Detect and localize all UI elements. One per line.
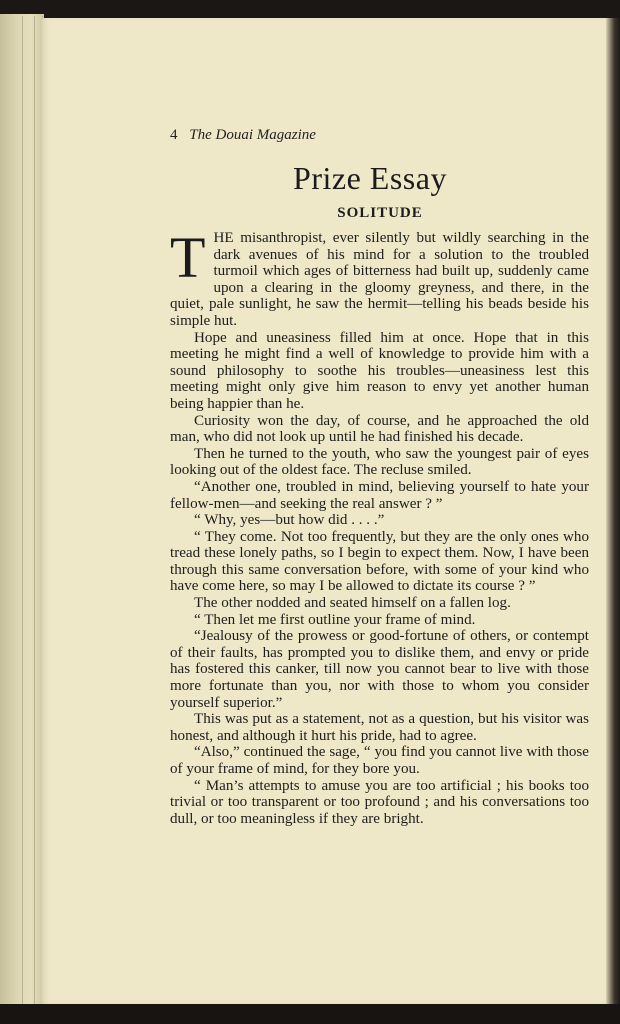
- right-binding-edge: [606, 18, 620, 1004]
- paragraph: This was put as a statement, not as a question, but his visitor was honest, and although it hurt his pride, had to agree.: [170, 711, 589, 744]
- paragraph: Curiosity won the day, of course, and he approached the old man, who did not look up until he had finished his decade.: [170, 412, 589, 446]
- essay-subtitle: SOLITUDE: [337, 205, 423, 221]
- paragraph: THE misanthropist, ever silently but wildly searching in the dark avenues of his mind for a solution to the troubled turmoil which ages of bitterness had built up, suddenly came upon a clearing in the gloomy greyness, and there, in the quiet, pale sunlight, he saw the hermit—telling his beads beside his simple hut.: [170, 225, 589, 329]
- paragraph: “Another one, troubled in mind, believing yourself to hate your fellow-men—and seeking the real answer ? ”: [170, 478, 589, 512]
- paragraph: “ Then let me first outline your frame of mind.: [194, 611, 476, 628]
- paragraph: “ Why, yes—but how did . . . .”: [194, 512, 385, 529]
- scanner-background-bottom: [0, 1004, 620, 1024]
- paragraph: “ They come. Not too frequently, but they are the only ones who tread these lonely paths, so I begin to expect them. Now, I have been through this same conversation before, with some of your kind who have come here, so may I be allowed to dictate its course ? ”: [170, 528, 589, 595]
- magazine-name: The Douai Magazine: [189, 127, 316, 143]
- paragraph: “Also,” continued the sage, “ you find you cannot live with those of your frame of mind, for they bore you.: [170, 744, 589, 777]
- essay-body: [170, 225, 589, 827]
- drop-cap: T: [170, 225, 206, 290]
- paragraph: Then he turned to the youth, who saw the youngest pair of eyes looking out of the oldest face. The recluse smiled.: [170, 445, 589, 479]
- essay-title: [170, 160, 590, 197]
- paragraph: Hope and uneasiness filled him at once. Hope that in this meeting he might find a well of knowledge to provide him with a sound philosophy to soothe his troubles—uneasiness lest this meeting might only give him reason to envy yet another human being happier than he.: [170, 329, 589, 412]
- page-number: 4: [170, 127, 178, 143]
- page-edge-line: [22, 16, 23, 1004]
- running-header: [170, 127, 316, 144]
- page-edge-line: [34, 16, 35, 1004]
- paragraph: “Jealousy of the prowess or good-fortune of others, or contempt of their faults, has prompted you to dislike them, and envy or pride has fostered this canker, till now you cannot bear to live with those more fortunate than you, nor with those to whom you consider yourself superior.”: [170, 628, 589, 711]
- paragraph: “ Man’s attempts to amuse you are too artificial ; his books too trivial or too transparent or too profound ; and his conversations too dull, or too meaningless if they are bright.: [170, 777, 589, 827]
- essay-title-text: Prize Essay: [293, 160, 447, 196]
- paragraph: The other nodded and seated himself on a fallen log.: [194, 595, 511, 612]
